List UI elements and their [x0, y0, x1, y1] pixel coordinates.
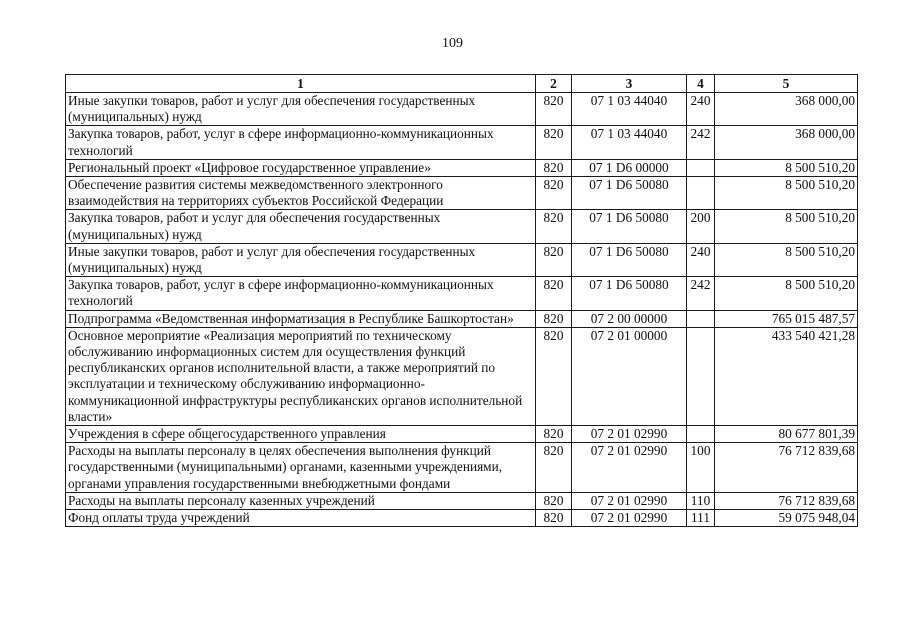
cell-amount: 8 500 510,20 — [715, 243, 858, 276]
cell-name: Региональный проект «Цифровое государственное управление» — [66, 159, 536, 176]
cell-amount: 59 075 948,04 — [715, 510, 858, 527]
cell-ministry: 820 — [536, 277, 572, 310]
table-row — [66, 510, 858, 527]
table-row — [66, 310, 858, 327]
cell-code: 07 1 03 44040 — [572, 126, 687, 159]
cell-amount: 76 712 839,68 — [715, 492, 858, 509]
table-row — [66, 243, 858, 276]
header-row — [66, 75, 858, 93]
header-cell-name: 1 — [66, 75, 536, 93]
table-row — [66, 492, 858, 509]
cell-amount: 76 712 839,68 — [715, 443, 858, 493]
cell-kind: 111 — [687, 510, 715, 527]
cell-name: Иные закупки товаров, работ и услуг для обеспечения государственных (муниципальных) нужд — [66, 93, 536, 126]
cell-name: Расходы на выплаты персоналу казенных учреждений — [66, 492, 536, 509]
cell-ministry: 820 — [536, 93, 572, 126]
cell-code: 07 2 01 02990 — [572, 443, 687, 493]
cell-name: Фонд оплаты труда учреждений — [66, 510, 536, 527]
table-row — [66, 327, 858, 425]
page-number: 109 — [442, 36, 463, 51]
cell-ministry: 820 — [536, 159, 572, 176]
cell-amount: 8 500 510,20 — [715, 210, 858, 243]
cell-ministry: 820 — [536, 443, 572, 493]
cell-kind: 240 — [687, 243, 715, 276]
table-body — [66, 93, 858, 527]
budget-table — [65, 74, 858, 527]
cell-ministry: 820 — [536, 492, 572, 509]
cell-name: Расходы на выплаты персоналу в целях обеспечения выполнения функций государственными (муниципальными) органами, казенными учреждениями, органами управления государственными внебюджетными фондами — [66, 443, 536, 493]
cell-kind: 242 — [687, 277, 715, 310]
cell-ministry: 820 — [536, 243, 572, 276]
header-cell-code: 3 — [572, 75, 687, 93]
cell-code: 07 1 D6 00000 — [572, 159, 687, 176]
cell-name: Закупка товаров, работ, услуг в сфере информационно-коммуникационных технологий — [66, 126, 536, 159]
cell-code: 07 2 00 00000 — [572, 310, 687, 327]
cell-kind — [687, 177, 715, 210]
cell-code: 07 2 01 02990 — [572, 426, 687, 443]
table-row — [66, 443, 858, 493]
cell-ministry: 820 — [536, 426, 572, 443]
header-cell-kind: 4 — [687, 75, 715, 93]
cell-ministry: 820 — [536, 310, 572, 327]
cell-ministry: 820 — [536, 327, 572, 425]
cell-name: Иные закупки товаров, работ и услуг для обеспечения государственных (муниципальных) нужд — [66, 243, 536, 276]
header-cell-amount: 5 — [715, 75, 858, 93]
cell-amount: 765 015 487,57 — [715, 310, 858, 327]
cell-code: 07 2 01 02990 — [572, 510, 687, 527]
table-row — [66, 277, 858, 310]
cell-amount: 433 540 421,28 — [715, 327, 858, 425]
header-cell-ministry: 2 — [536, 75, 572, 93]
cell-ministry: 820 — [536, 126, 572, 159]
cell-name: Закупка товаров, работ и услуг для обеспечения государственных (муниципальных) нужд — [66, 210, 536, 243]
table-row — [66, 159, 858, 176]
table-row — [66, 126, 858, 159]
cell-kind — [687, 159, 715, 176]
cell-amount: 8 500 510,20 — [715, 277, 858, 310]
cell-name: Подпрограмма «Ведомственная информатизация в Республике Башкортостан» — [66, 310, 536, 327]
cell-kind: 110 — [687, 492, 715, 509]
cell-code: 07 1 D6 50080 — [572, 243, 687, 276]
table-row — [66, 210, 858, 243]
cell-name: Закупка товаров, работ, услуг в сфере информационно-коммуникационных технологий — [66, 277, 536, 310]
cell-amount: 368 000,00 — [715, 93, 858, 126]
cell-kind: 242 — [687, 126, 715, 159]
cell-kind: 200 — [687, 210, 715, 243]
cell-ministry: 820 — [536, 210, 572, 243]
cell-kind: 100 — [687, 443, 715, 493]
table-row — [66, 177, 858, 210]
cell-kind — [687, 426, 715, 443]
cell-name: Основное мероприятие «Реализация мероприятий по техническому обслуживанию информационных систем для осуществления функций республиканских органов исполнительной власти, а также мероприятий по эксплуатации и техническому обслуживанию информационно-коммуникационной инфраструктуры республиканских органов исполнительной власти» — [66, 327, 536, 425]
cell-ministry: 820 — [536, 177, 572, 210]
cell-amount: 80 677 801,39 — [715, 426, 858, 443]
cell-amount: 8 500 510,20 — [715, 177, 858, 210]
table-row — [66, 426, 858, 443]
cell-amount: 368 000,00 — [715, 126, 858, 159]
cell-ministry: 820 — [536, 510, 572, 527]
cell-code: 07 2 01 00000 — [572, 327, 687, 425]
table-row — [66, 93, 858, 126]
cell-name: Обеспечение развития системы межведомственного электронного взаимодействия на территориях субъектов Российской Федерации — [66, 177, 536, 210]
cell-code: 07 2 01 02990 — [572, 492, 687, 509]
cell-kind: 240 — [687, 93, 715, 126]
cell-kind — [687, 327, 715, 425]
cell-code: 07 1 03 44040 — [572, 93, 687, 126]
cell-code: 07 1 D6 50080 — [572, 210, 687, 243]
cell-amount: 8 500 510,20 — [715, 159, 858, 176]
cell-name: Учреждения в сфере общегосударственного управления — [66, 426, 536, 443]
cell-code: 07 1 D6 50080 — [572, 277, 687, 310]
cell-code: 07 1 D6 50080 — [572, 177, 687, 210]
cell-kind — [687, 310, 715, 327]
